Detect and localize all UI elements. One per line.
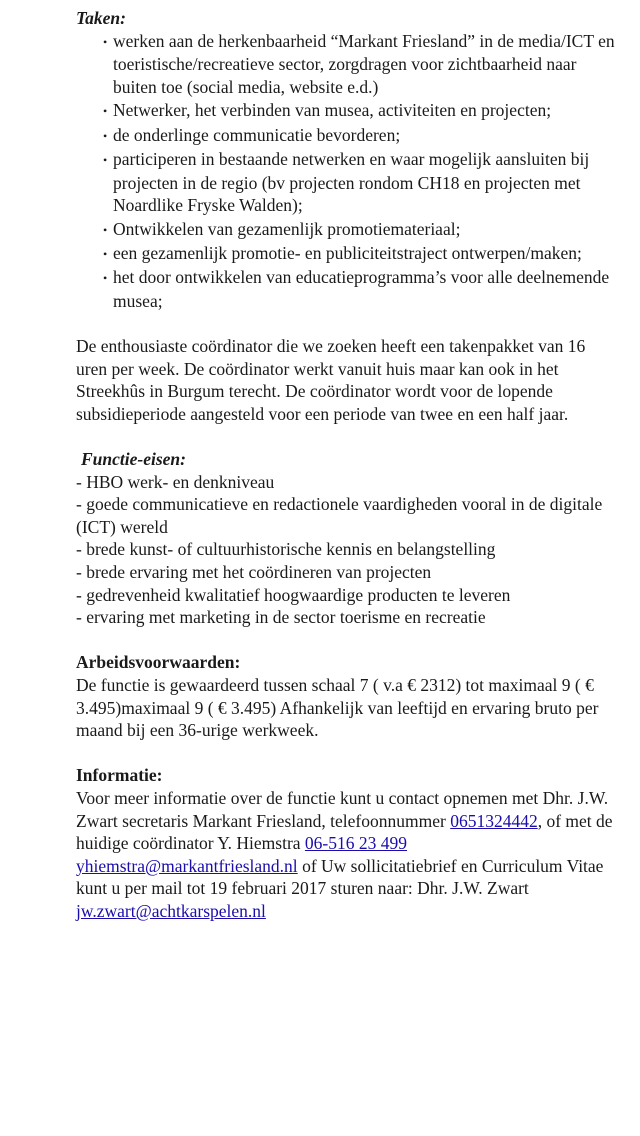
arbeidsvoorwaarden-text: De functie is gewaardeerd tussen schaal 7 ( v.a € 2312) tot maximaal 9 ( € 3.495)maximaal 9 ( € 3.495) Afhankelijk van leeftijd en ervaring bruto per maand bij een 36-urige werkweek. xyxy=(76,675,599,741)
bullet-icon: • xyxy=(103,152,108,167)
informatie-heading: Informatie: xyxy=(76,765,163,786)
email-link-hiemstra[interactable]: yhiemstra@markantfriesland.nl xyxy=(76,855,298,876)
email-link-zwart[interactable]: jw.zwart@achtkarspelen.nl xyxy=(76,900,266,921)
list-item: • Ontwikkelen van gezamenlijk promotiemateriaal; xyxy=(76,218,616,242)
list-item: • het door ontwikkelen van educatieprogramma’s voor alle deelnemende musea; xyxy=(103,267,610,311)
spacer xyxy=(76,629,616,652)
spacer xyxy=(76,742,616,765)
informatie-text: Voor meer informatie over de functie kunt u contact opnemen met Dhr. J.W. Zwart secretaris Markant Friesland, telefoonnummer 0651324442, of met de huidige coördinator Y. Hiemstra 06-516 23 499 yhiemstra@markantfriesland.nl of Uw sollicitatiebrief en Curriculum Vitae kunt u per mail tot 19 februari 2017 sturen naar: Dhr. J.W. Zwart jw.zwart@achtkarspelen.nl xyxy=(76,787,613,921)
list-item: - HBO werk- en denkniveau xyxy=(76,471,275,492)
taken-list xyxy=(76,30,616,313)
phone-link-hiemstra[interactable]: 06-516 23 499 xyxy=(304,833,407,854)
list-item: - gedrevenheid kwalitatief hoogwaardige producten te leveren xyxy=(76,584,511,605)
list-item: • participeren in bestaande netwerken en waar mogelijk aansluiten bij projecten in de regio (bv projecten rondom CH18 en projecten met Noardlike Fryske Walden); xyxy=(103,148,590,216)
list-item: - brede ervaring met het coördineren van projecten xyxy=(76,562,432,583)
list-item: - ervaring met marketing in de sector toerisme en recreatie xyxy=(76,607,486,628)
document-page xyxy=(76,7,616,923)
list-item: • werken aan de herkenbaarheid “Markant Friesland” in de media/ICT en toeristische/recreatieve sector, zorgdragen voor zichtbaarheid naar buiten toe (social media, website e.d.) xyxy=(103,30,615,97)
list-item: • de onderlinge communicatie bevorderen; xyxy=(76,124,616,148)
spacer xyxy=(76,425,616,448)
list-item: • Netwerker, het verbinden van musea, activiteiten en projecten; xyxy=(76,99,616,123)
list-item: • een gezamenlijk promotie- en publiciteitstraject ontwerpen/maken; xyxy=(76,242,616,266)
bullet-icon: • xyxy=(103,104,108,119)
bullet-icon: • xyxy=(103,128,108,143)
functie-eisen-heading: Functie-eisen: xyxy=(81,449,186,470)
list-item: - brede kunst- of cultuurhistorische kennis en belangstelling xyxy=(76,539,496,560)
bullet-icon: • xyxy=(103,34,108,49)
taken-heading: Taken: xyxy=(76,8,126,28)
bullet-icon: • xyxy=(103,246,108,261)
arbeidsvoorwaarden-heading: Arbeidsvoorwaarden: xyxy=(76,652,241,673)
list-item: - goede communicatieve en redactionele vaardigheden vooral in de digitale (ICT) wereld xyxy=(76,494,603,537)
bullet-icon: • xyxy=(103,222,108,237)
functie-eisen-list xyxy=(76,471,616,629)
spacer xyxy=(76,313,616,336)
bullet-icon: • xyxy=(103,271,108,286)
coordinator-paragraph: De enthousiaste coördinator die we zoeken heeft een takenpakket van 16 uren per week. De coördinator werkt vanuit huis maar kan ook in het Streekhûs in Burgum terecht. De coördinator wordt voor de lopende subsidieperiode aangesteld voor een periode van twee en een half jaar. xyxy=(76,336,586,424)
phone-link-zwart[interactable]: 0651324442 xyxy=(450,810,538,831)
